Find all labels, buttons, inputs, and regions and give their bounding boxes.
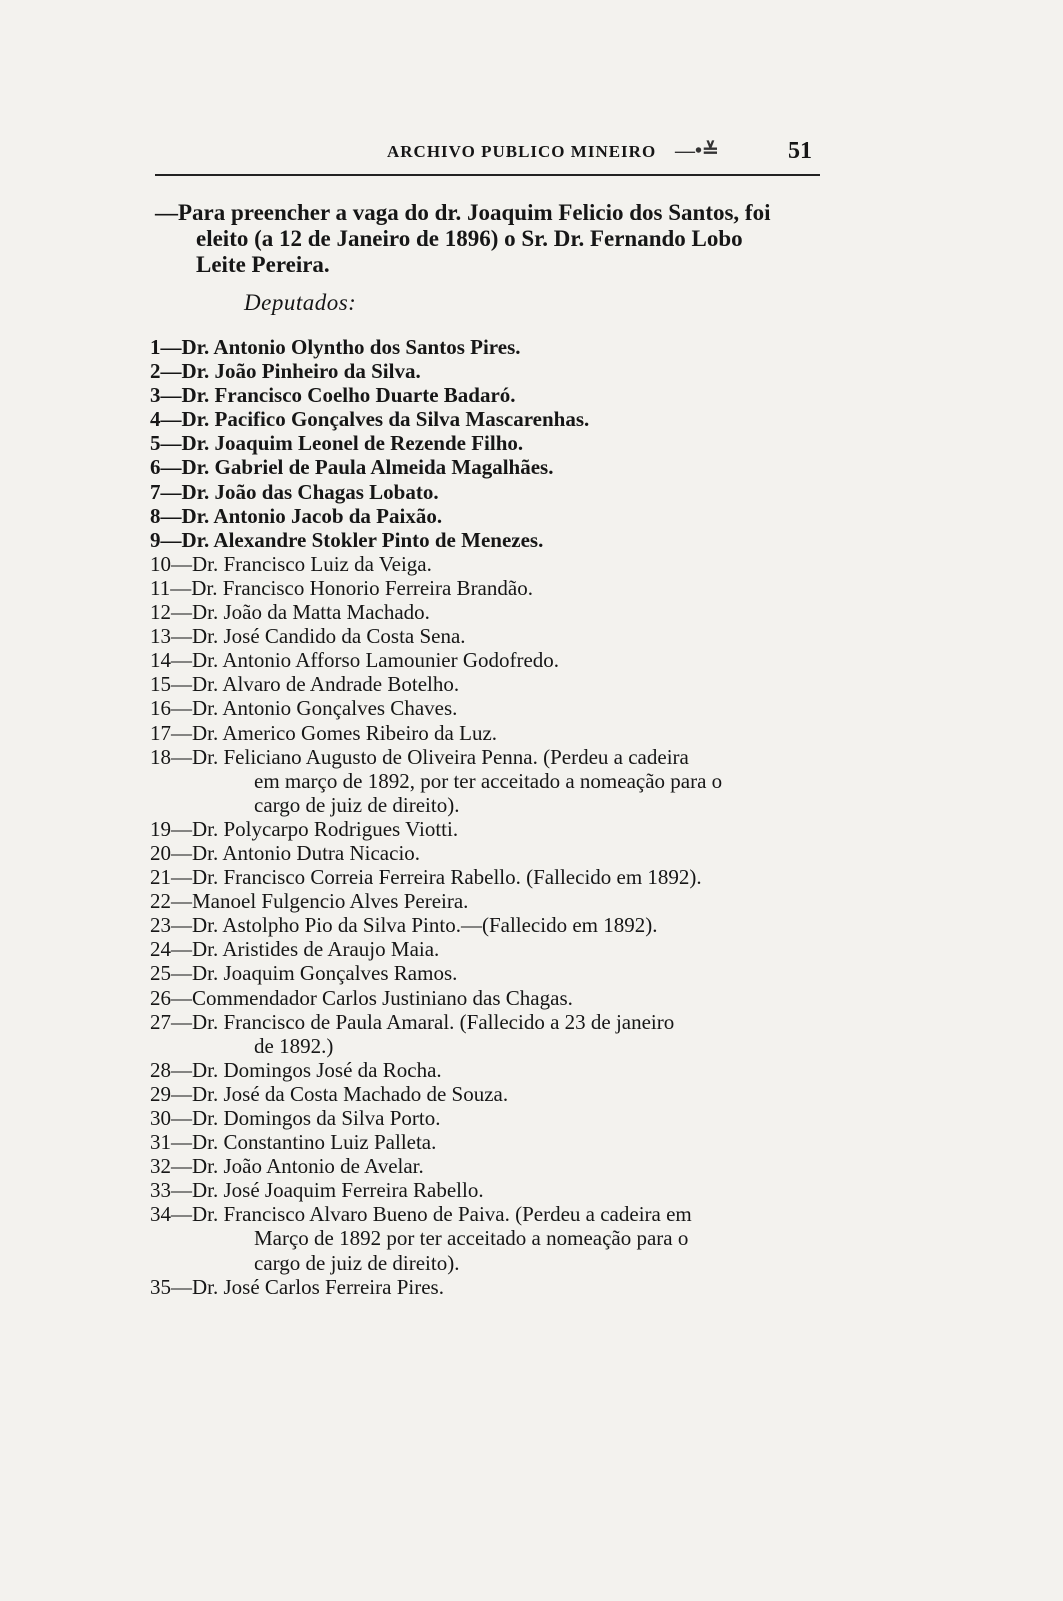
- list-item: 22—Manoel Fulgencio Alves Pereira.: [150, 889, 469, 914]
- intro-line: —Para preencher a vaga do dr. Joaquim Felicio dos Santos, foi: [155, 200, 771, 225]
- ornament-mark: —•≚: [675, 140, 719, 162]
- list-item: 2—Dr. João Pinheiro da Silva.: [150, 359, 421, 384]
- page-number: 51: [788, 138, 812, 164]
- list-item: 1—Dr. Antonio Olyntho dos Santos Pires.: [150, 335, 521, 359]
- list-item: 23—Dr. Astolpho Pio da Silva Pinto.—(Fallecido em 1892).: [150, 913, 658, 938]
- list-item: 6—Dr. Gabriel de Paula Almeida Magalhães.: [150, 455, 554, 480]
- list-item: 10—Dr. Francisco Luiz da Veiga.: [150, 551, 432, 576]
- list-item: 19—Dr. Polycarpo Rodrigues Viotti.: [150, 816, 459, 841]
- intro-line: eleito (a 12 de Janeiro de 1896) o Sr. Dr. Fernando Lobo: [196, 226, 743, 251]
- list-item: 33—Dr. José Joaquim Ferreira Rabello.: [150, 1178, 484, 1203]
- list-item: 24—Dr. Aristides de Araujo Maia.: [150, 937, 440, 962]
- list-item: 9—Dr. Alexandre Stokler Pinto de Menezes.: [150, 527, 544, 552]
- list-item: 21—Dr. Francisco Correia Ferreira Rabello. (Fallecido em 1892).: [150, 865, 702, 890]
- list-item: 30—Dr. Domingos da Silva Porto.: [150, 1106, 441, 1130]
- list-item: 11—Dr. Francisco Honorio Ferreira Brandão.: [150, 575, 533, 600]
- list-item: 12—Dr. João da Matta Machado.: [150, 600, 430, 625]
- list-item: 26—Commendador Carlos Justiniano das Chagas.: [150, 985, 573, 1010]
- list-item: 8—Dr. Antonio Jacob da Paixão.: [150, 503, 443, 528]
- intro-paragraph: [155, 200, 820, 278]
- intro-line: Leite Pereira.: [196, 252, 330, 277]
- list-item-continuation: cargo de juiz de direito).: [254, 792, 460, 817]
- list-item: 4—Dr. Pacifico Gonçalves da Silva Mascarenhas.: [150, 407, 590, 432]
- list-item: 27—Dr. Francisco de Paula Amaral. (Fallecido a 23 de janeiro: [150, 1009, 675, 1034]
- deputies-list: [150, 335, 830, 1299]
- list-item: 29—Dr. José da Costa Machado de Souza.: [150, 1081, 509, 1106]
- list-item: 32—Dr. João Antonio de Avelar.: [150, 1154, 424, 1179]
- list-item: 14—Dr. Antonio Afforso Lamounier Godofredo.: [150, 648, 560, 673]
- section-heading: Deputados:: [244, 290, 357, 315]
- header-rule: [155, 174, 820, 176]
- list-item-continuation: de 1892.): [254, 1033, 334, 1058]
- running-head: ARCHIVO PUBLICO MINEIRO: [387, 142, 657, 161]
- page-header: [155, 138, 820, 178]
- list-item: 16—Dr. Antonio Gonçalves Chaves.: [150, 696, 458, 721]
- list-item: 13—Dr. José Candido da Costa Sena.: [150, 624, 466, 649]
- list-item: 3—Dr. Francisco Coelho Duarte Badaró.: [150, 383, 516, 408]
- list-item: 28—Dr. Domingos José da Rocha.: [150, 1057, 442, 1082]
- list-item: 5—Dr. Joaquim Leonel de Rezende Filho.: [150, 431, 524, 456]
- list-item-continuation: cargo de juiz de direito).: [254, 1250, 460, 1275]
- list-item: 35—Dr. José Carlos Ferreira Pires.: [150, 1274, 444, 1299]
- list-item: 25—Dr. Joaquim Gonçalves Ramos.: [150, 961, 458, 986]
- list-item: 17—Dr. Americo Gomes Ribeiro da Luz.: [150, 720, 498, 745]
- list-item: 34—Dr. Francisco Alvaro Bueno de Paiva. (Perdeu a cadeira em: [150, 1202, 692, 1227]
- list-item: 31—Dr. Constantino Luiz Palleta.: [150, 1130, 437, 1155]
- list-item-continuation: Março de 1892 por ter acceitado a nomeação para o: [254, 1226, 689, 1251]
- list-item-continuation: em março de 1892, por ter acceitado a nomeação para o: [254, 768, 723, 793]
- list-item: 7—Dr. João das Chagas Lobato.: [150, 479, 439, 504]
- list-item: 15—Dr. Alvaro de Andrade Botelho.: [150, 672, 460, 697]
- list-item: 20—Dr. Antonio Dutra Nicacio.: [150, 840, 421, 865]
- list-item: 18—Dr. Feliciano Augusto de Oliveira Penna. (Perdeu a cadeira: [150, 744, 689, 769]
